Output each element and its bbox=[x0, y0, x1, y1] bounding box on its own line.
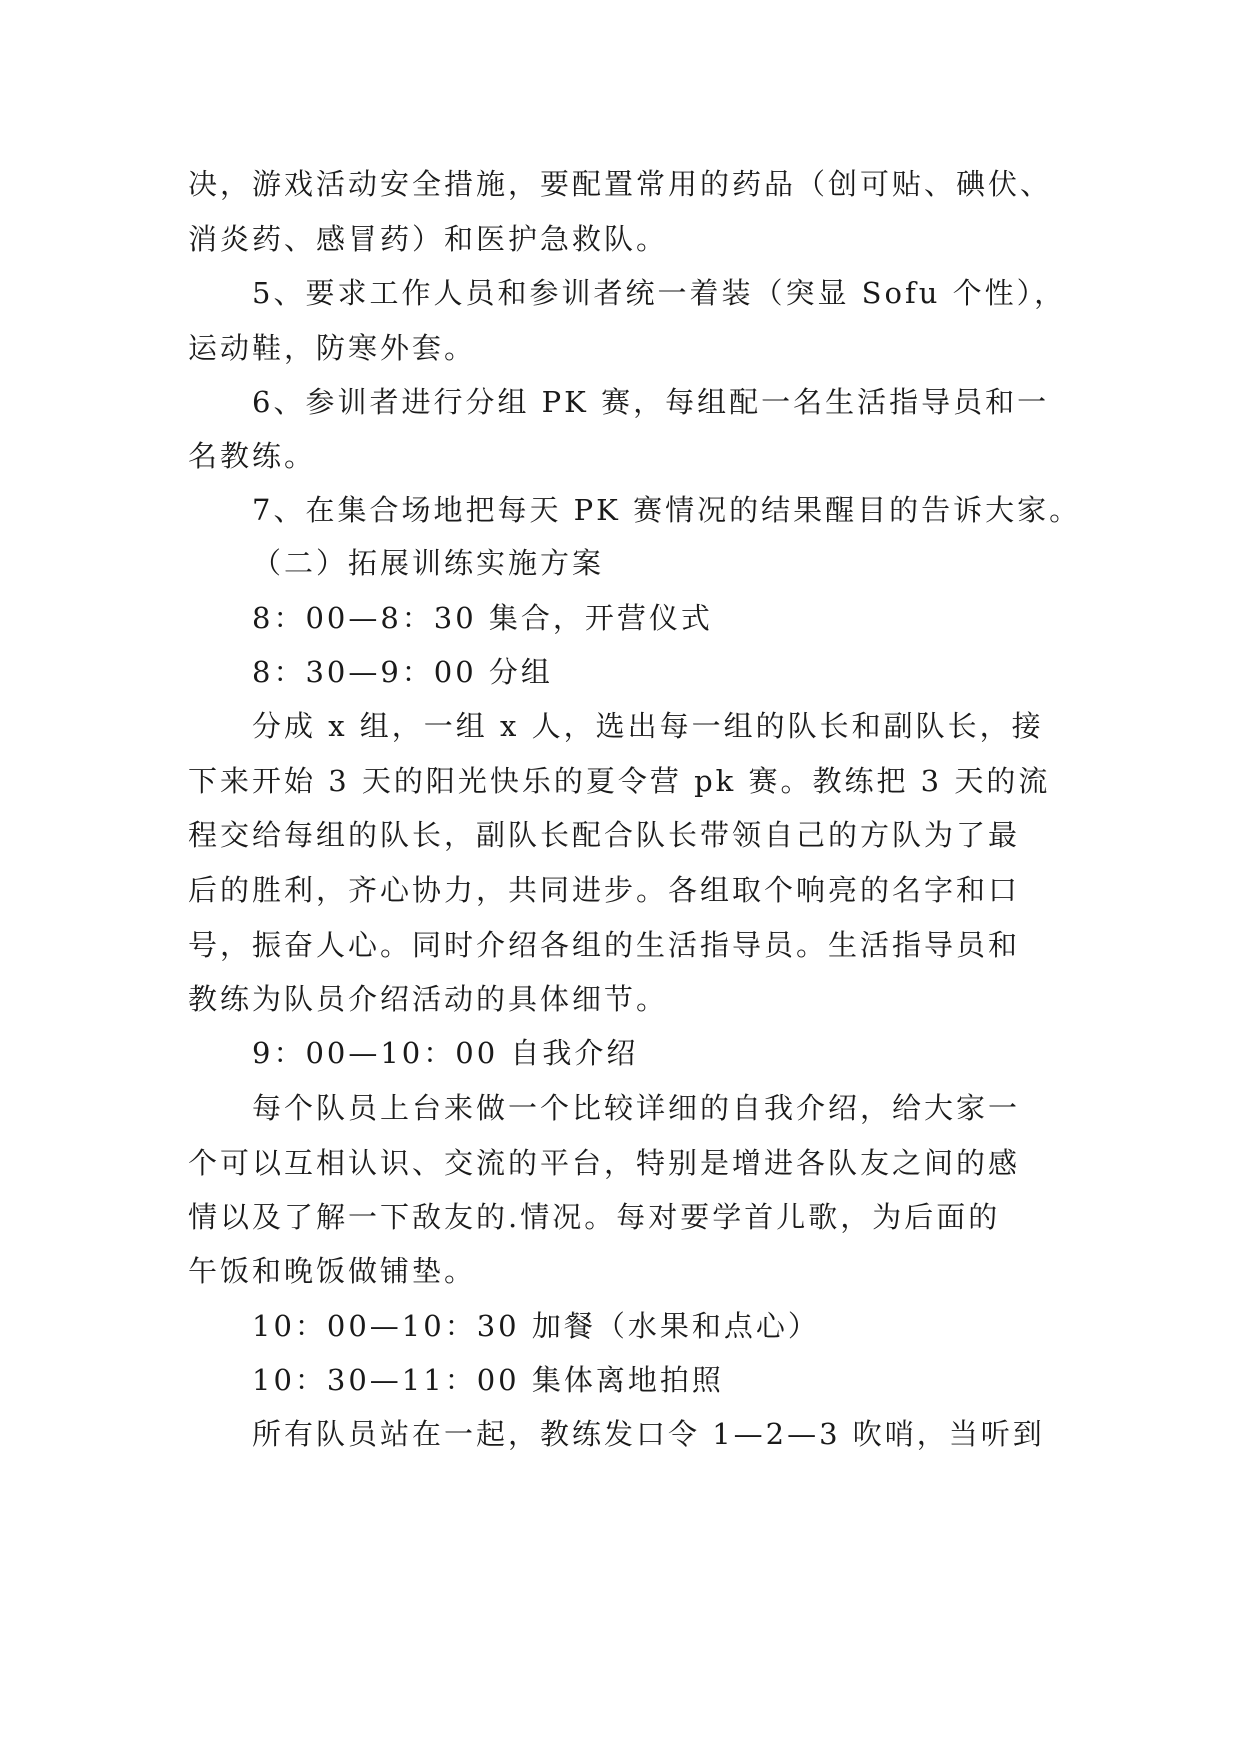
text-line: 情以及了解一下敌友的.情况。每对要学首儿歌，为后面的 bbox=[188, 1200, 1001, 1234]
text-line: 消炎药、感冒药）和医护急救队。 bbox=[188, 222, 669, 256]
text-line: 下来开始 3 天的阳光快乐的夏令营 pk 赛。教练把 3 天的流 bbox=[188, 764, 1051, 798]
text-line: 后的胜利，齐心协力，共同进步。各组取个响亮的名字和口 bbox=[188, 873, 1021, 907]
text-line: 决，游戏活动安全措施，要配置常用的药品（创可贴、碘伏、 bbox=[188, 167, 1053, 201]
text-line: 所有队员站在一起，教练发口令 1—2—3 吹哨，当听到 bbox=[252, 1417, 1045, 1451]
text-line: 运动鞋，防寒外套。 bbox=[188, 331, 477, 365]
section-heading: （二）拓展训练实施方案 bbox=[252, 546, 605, 580]
text-line: 教练为队员介绍活动的具体细节。 bbox=[188, 982, 669, 1016]
schedule-item: 10：30—11：00 集体离地拍照 bbox=[252, 1363, 724, 1397]
text-line: 名教练。 bbox=[188, 439, 317, 473]
text-line: 号，振奋人心。同时介绍各组的生活指导员。生活指导员和 bbox=[188, 928, 1021, 962]
schedule-item: 8：30—9：00 分组 bbox=[252, 655, 553, 689]
text-line: 7、在集合场地把每天 PK 赛情况的结果醒目的告诉大家。 bbox=[252, 493, 1082, 527]
text-line: 程交给每组的队长，副队长配合队长带领自己的方队为了最 bbox=[188, 818, 1021, 852]
text-line: 个可以互相认识、交流的平台，特别是增进各队友之间的感 bbox=[188, 1146, 1021, 1180]
text-line: 每个队员上台来做一个比较详细的自我介绍，给大家一 bbox=[252, 1091, 1021, 1125]
text-line: 6、参训者进行分组 PK 赛，每组配一名生活指导员和一 bbox=[252, 385, 1050, 419]
text-line: 午饭和晚饭做铺垫。 bbox=[188, 1254, 477, 1288]
text-line: 5、要求工作人员和参训者统一着装（突显 Sofu 个性）， bbox=[252, 276, 1067, 310]
schedule-item: 9：00—10：00 自我介绍 bbox=[252, 1036, 639, 1070]
text-line: 分成 x 组，一组 x 人，选出每一组的队长和副队长，接 bbox=[252, 709, 1044, 743]
schedule-item: 10：00—10：30 加餐（水果和点心） bbox=[252, 1309, 820, 1343]
schedule-item: 8：00—8：30 集合，开营仪式 bbox=[252, 601, 713, 635]
